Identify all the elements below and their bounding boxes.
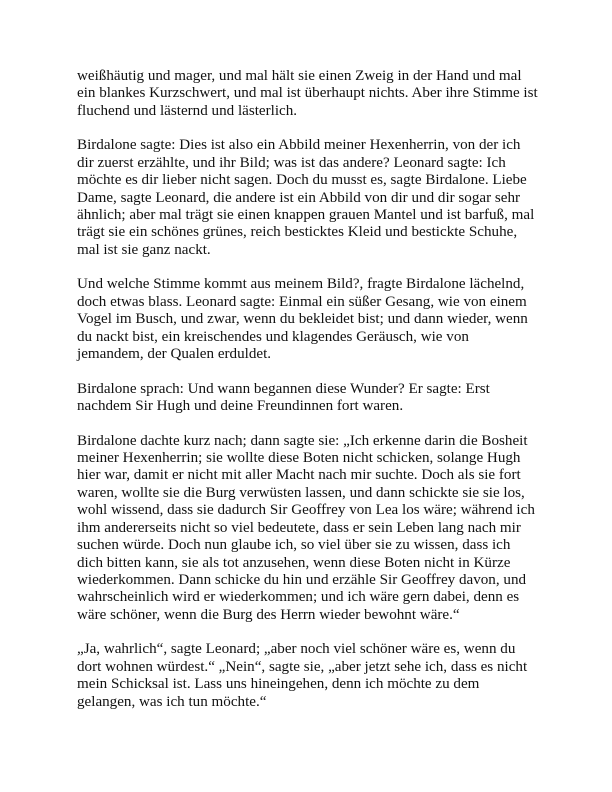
text-line: waren, wollte sie die Burg verwüsten lassen, und dann schickte sie sie los, — [77, 484, 525, 501]
text-line: Und welche Stimme kommt aus meinem Bild?, fragte Birdalone lächelnd, — [77, 276, 525, 293]
text-line: Dame, sagte Leonard, die andere ist ein Abbild von dir und dir sogar sehr — [77, 189, 521, 206]
text-line: meiner Hexenherrin; sie wollte diese Boten nicht schicken, solange Hugh — [77, 450, 521, 467]
paragraph-1 — [77, 68, 547, 120]
text-line: „Ja, wahrlich“, sagte Leonard; „aber noch viel schöner wäre es, wenn du — [77, 641, 516, 658]
text-line: fluchend und lästernd und lästerlich. — [77, 102, 298, 119]
text-line: ihm andererseits nicht so viel bedeutete, dass er sein Leben lang nach mir — [77, 519, 521, 536]
text-line: Birdalone sprach: Und wann begannen diese Wunder? Er sagte: Erst — [77, 380, 490, 397]
text-line: dich bitten kann, sie als tot anzusehen, wenn diese Boten nicht in Kürze — [77, 554, 511, 571]
text-line: suchen würde. Doch nun glaube ich, so viel über sie zu wissen, dass ich — [77, 537, 511, 554]
text-line: dort wohnen würdest.“ „Nein“, sagte sie, „aber jetzt sehe ich, dass es nicht — [77, 658, 528, 675]
text-line: ähnlich; aber mal trägt sie einen knappen grauen Mantel und ist barfuß, mal — [77, 207, 535, 224]
text-line: wahrscheinlich wird er wiederkommen; und ich wäre gern dabei, denn es — [77, 589, 520, 606]
text-line: doch etwas blass. Leonard sagte: Einmal ein süßer Gesang, wie von einem — [77, 293, 527, 310]
paragraph-2 — [77, 137, 547, 259]
text-line: gelangen, was ich tun möchte.“ — [77, 693, 267, 710]
paragraph-4 — [77, 381, 547, 416]
text-line: wiederkommen. Dann schicke du hin und erzähle Sir Geoffrey davon, und — [77, 571, 527, 588]
text-line: du nackt bist, ein kreischendes und klagendes Geräusch, wie von — [77, 328, 469, 345]
text-line: hier war, damit er nicht mit aller Macht nach mir suchte. Doch als sie fort — [77, 467, 521, 484]
text-line: wäre schöner, wenn die Burg des Herrn wieder bewohnt wäre.“ — [77, 606, 460, 623]
text-line: wohl wissend, dass sie dadurch Sir Geoffrey von Lea los wäre; während ich — [77, 502, 535, 519]
paragraph-3 — [77, 276, 547, 363]
text-line: ein blankes Kurzschwert, und mal ist überhaupt nichts. Aber ihre Stimme ist — [77, 85, 538, 102]
text-line: nachdem Sir Hugh und deine Freundinnen fort waren. — [77, 398, 404, 415]
text-line: dir zuerst erzählte, und ihr Bild; was ist das andere? Leonard sagte: Ich — [77, 154, 506, 171]
text-line: mein Schicksal ist. Lass uns hineingehen, denn ich möchte zu dem — [77, 676, 480, 693]
text-line: Birdalone dachte kurz nach; dann sagte sie: „Ich erkenne darin die Bosheit — [77, 432, 528, 449]
text-line: weißhäutig und mager, und mal hält sie einen Zweig in der Hand und mal — [77, 68, 522, 84]
text-line: möchte es dir lieber nicht sagen. Doch du musst es, sagte Birdalone. Liebe — [77, 172, 527, 189]
paragraph-6 — [77, 641, 547, 711]
document-page — [77, 68, 547, 728]
text-line: mal ist sie ganz nackt. — [77, 241, 211, 258]
text-line: trägt sie ein schönes grünes, reich besticktes Kleid und bestickte Schuhe, — [77, 224, 518, 241]
text-line: Vogel im Busch, und zwar, wenn du bekleidet bist; und dann wieder, wenn — [77, 311, 528, 328]
text-line: jemandem, der Qualen erduldet. — [77, 346, 272, 363]
paragraph-5 — [77, 433, 547, 624]
text-line: Birdalone sagte: Dies ist also ein Abbild meiner Hexenherrin, von der ich — [77, 137, 521, 154]
